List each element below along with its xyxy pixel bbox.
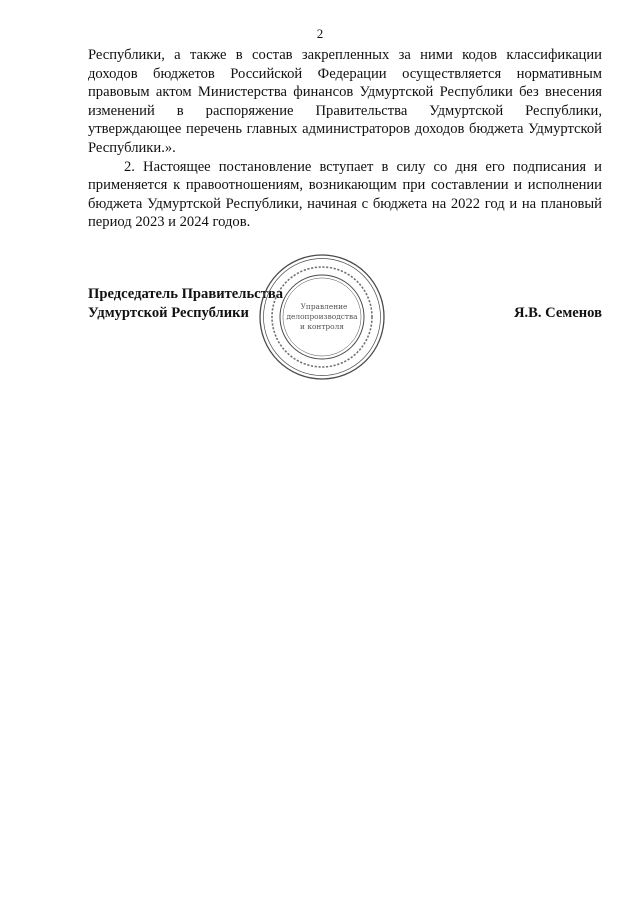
document-body <box>88 46 602 232</box>
official-seal-stamp <box>258 253 386 381</box>
paragraph-2: 2. Настоящее постановление вступает в силу со дня его подписания и применяется к правоотношениям, возникающим при составлении и исполнении бюджета Удмуртской Республики, начиная с бюджета на 2022 год и на плановый период 2023 и 2024 годов. <box>88 158 602 231</box>
stamp-inner-line-1: Управление <box>300 302 348 311</box>
signer-title-line-1: Председатель Правительства <box>88 286 284 302</box>
paragraph-continuation: Республики, а также в состав закрепленных за ними кодов классификации доходов бюджетов Российской Федерации осуществляется нормативным правовым актом Министерства финансов Удмуртской Республики без внесения изменений в распоряжение Правительства Удмуртской Республики, утверждающее перечень главных администраторов доходов бюджета Удмуртской Республики.». <box>88 47 602 156</box>
signer-title <box>88 285 283 322</box>
signer-name: Я.В. Семенов <box>513 304 602 321</box>
page-number: 2 <box>316 26 324 41</box>
stamp-inner-line-2: делопроизводства <box>286 312 358 321</box>
signer-title-line-2: Удмуртской Республики <box>88 304 249 321</box>
stamp-inner-line-3: и контроля <box>300 322 344 331</box>
